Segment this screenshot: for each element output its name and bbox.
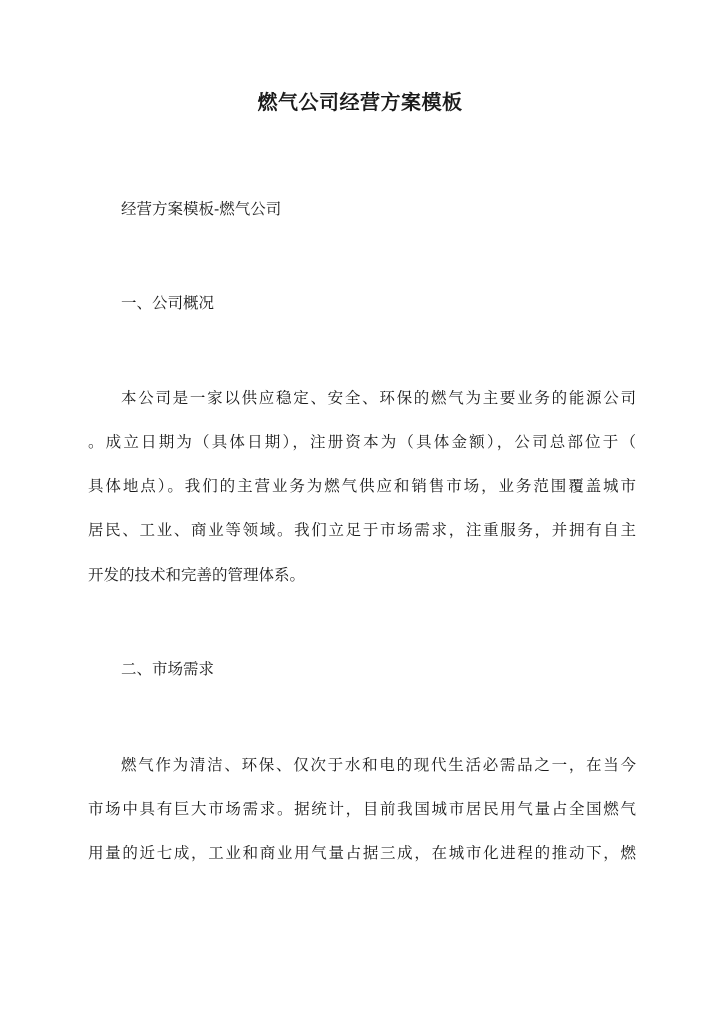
paragraph-line: 开发的技术和完善的管理体系。 (88, 566, 306, 584)
document-title: 燃气公司经营方案模板 (257, 90, 463, 114)
paragraph-line: 用量的近七成，工业和商业用气量占据三成，在城市化进程的推动下，燃 (88, 844, 636, 862)
paragraph-line: 具体地点）。我们的主营业务为燃气供应和销售市场，业务范围覆盖城市 (88, 477, 636, 495)
document-subtitle: 经营方案模板-燃气公司 (121, 200, 282, 218)
paragraph-line: 市场中具有巨大市场需求。据统计，目前我国城市居民用气量占全国燃气 (88, 800, 636, 818)
paragraph-line: 居民、工业、商业等领域。我们立足于市场需求，注重服务，并拥有自主 (88, 521, 636, 539)
section-heading-market-demand: 二、市场需求 (121, 660, 215, 678)
paragraph-line: 。成立日期为（具体日期），注册资本为（具体金额），公司总部位于（ (88, 433, 636, 451)
section-heading-company-overview: 一、公司概况 (121, 294, 215, 312)
paragraph-line: 本公司是一家以供应稳定、安全、环保的燃气为主要业务的能源公司 (121, 389, 636, 407)
paragraph-line: 燃气作为清洁、环保、仅次于水和电的现代生活必需品之一，在当今 (121, 756, 636, 774)
